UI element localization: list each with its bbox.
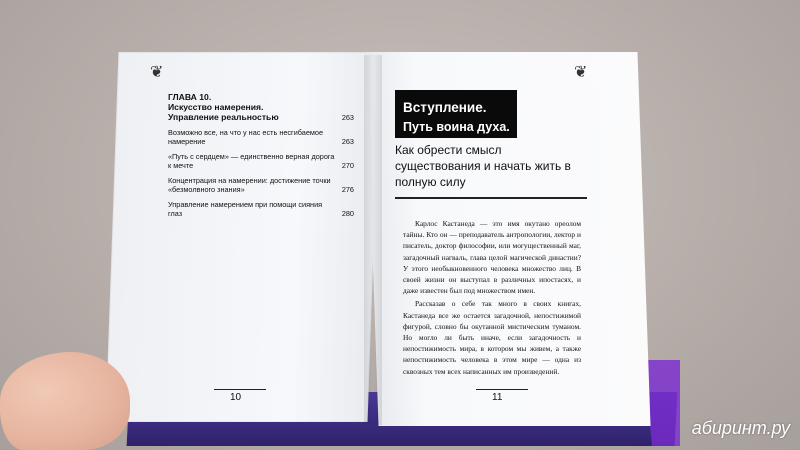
intro-heading: Вступление. [403,100,487,115]
page-number-left: 10 [230,392,242,403]
toc-item [168,152,354,170]
page-number-rule [476,389,528,390]
toc-item-text: Возможно все, на что у нас есть несгибаемое намерение [168,128,324,146]
toc-page-number: 263 [341,137,354,146]
page-number-right: 11 [492,392,503,403]
reader-hand [0,352,130,450]
toc-item [168,200,354,218]
toc-page-number: 280 [341,209,354,218]
body-paragraph: Карлос Кастанеда — это имя окутано ореолом тайны. Кто он — преподаватель антропологии, лектор и писатель, доктор философии, или могущественный маг, загадочный нагваль, глава целой магической династии? У этого необыкновенного человека множество лиц. В своей жизни он выступал в различных ипостасях, и даже известен был под множеством имен. [403,219,581,296]
intro-subtitle: Как обрести смысл существования и начать жить в полную силу [395,143,571,189]
chapter-title-line-1: Искусство намерения. [168,102,264,112]
watermark-text: абиринт.ру [691,418,790,438]
body-paragraph: Рассказав о себе так много в своих книгах, Кастанеда все же остается загадочной, непостижимой фигурой, словно бы окутанной мистическим туманом. Но могло ли быть иначе, если загадочность и непостижимость мира, в котором мы живем, а также непостижимость человека в этом мире — одна из сквозных тем всех написанных им произведений. [403,299,581,376]
chapter-heading: ГЛАВА 10. [168,92,212,102]
toc-item [168,128,354,146]
book-gutter [364,55,382,425]
show-through-text [176,224,346,364]
flourish-left-icon: ❦ [150,64,164,81]
toc-item-text: Управление намерением при помощи сияния глаз [168,200,323,218]
intro-subheading: Путь воина духа. [403,120,510,134]
table-of-contents [168,92,354,218]
toc-item-text: Концентрация на намерении: достижение точки «безмолвного знания» [168,176,331,194]
toc-item-text: «Путь с сердцем» — единственно верная дорога к мечте [168,152,335,170]
toc-item [168,176,354,194]
toc-page-number: 276 [341,185,354,194]
flourish-right-icon: ❦ [574,64,588,81]
toc-page-number: 270 [341,161,354,170]
section-rule [395,197,587,199]
toc-item [168,112,354,122]
toc-page-number: 263 [341,113,354,122]
intro-body [403,218,581,377]
page-number-rule [214,389,266,390]
chapter-title-line-2: Управление реальностью [168,112,279,122]
